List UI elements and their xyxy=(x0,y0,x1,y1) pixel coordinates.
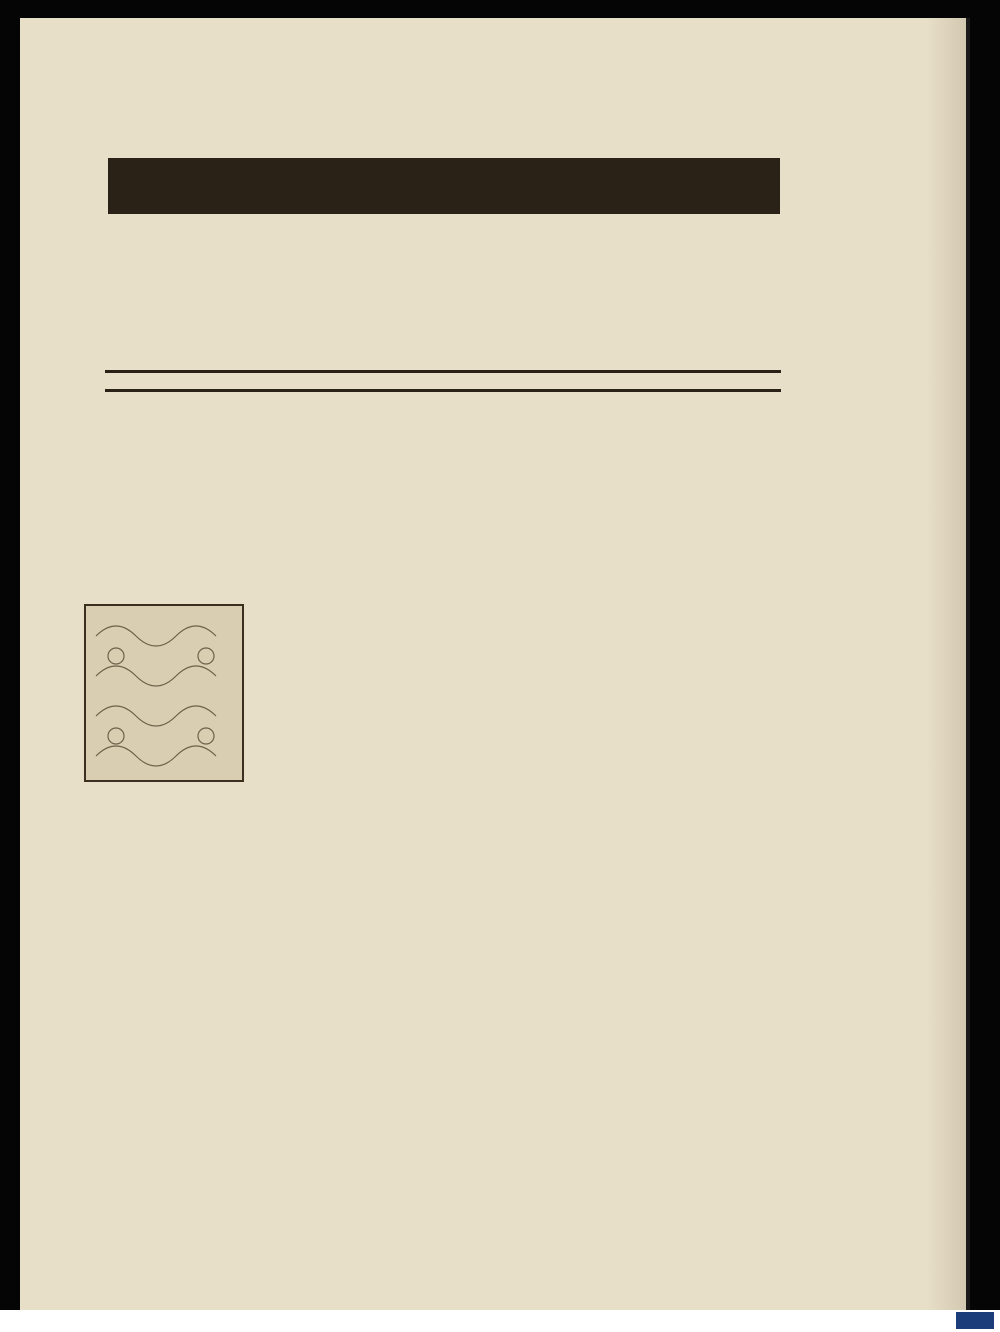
ornamental-rule xyxy=(105,370,781,392)
footer-strip xyxy=(0,1310,1000,1332)
decorated-initial xyxy=(84,604,244,782)
initial-ornament-icon xyxy=(86,606,242,780)
running-head xyxy=(310,70,386,112)
ornamental-headpiece xyxy=(108,136,780,224)
dfg-logo xyxy=(956,1312,994,1329)
